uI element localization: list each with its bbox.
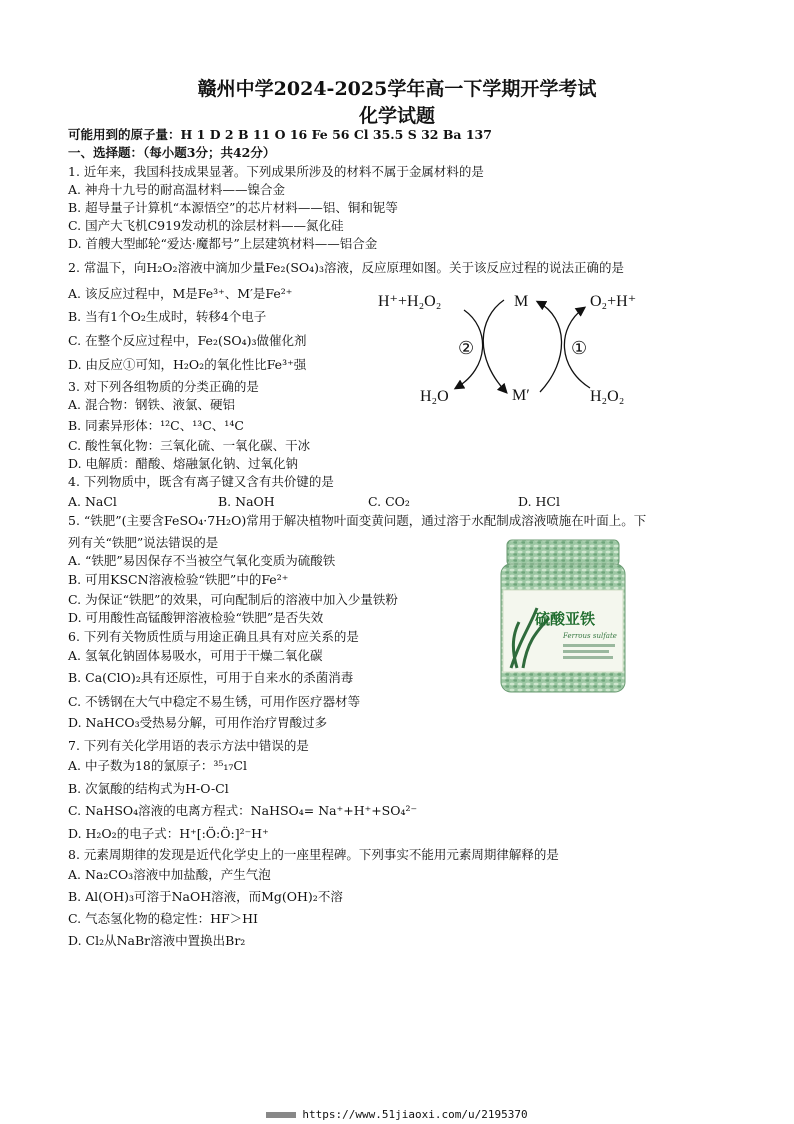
q4-stem: 4. 下列物质中，既含有离子键又含有共价键的是 [68,474,334,489]
q1-option-b: B. 超导量子计算机“本源悟空”的芯片材料——铝、铜和铌等 [68,200,398,215]
q7-option-b: B. 次氯酸的结构式为H-O-Cl [68,781,229,796]
q7-option-d: D. H₂O₂的电子式：H⁺[:Ö:Ö:]²⁻H⁺ [68,826,269,841]
arrow-right-inner [538,302,562,392]
diagram-bot-mid: M′ [512,387,530,404]
atomic-masses: 可能用到的原子量：H 1 D 2 B 11 O 16 Fe 56 Cl 35.5 S 32 Ba 137 [68,127,492,142]
diagram-top-mid: M [514,293,529,310]
q1-option-c: C. 国产大飞机C919发动机的涂层材料——氮化硅 [68,218,344,233]
q6-option-a: A. 氢氧化钠固体易吸水，可用于干燥二氧化碳 [68,648,323,663]
q8-option-c: C. 气态氢化物的稳定性：HF＞HI [68,911,258,926]
q5-option-d: D. 可用酸性高锰酸钾溶液检验“铁肥”是否失效 [68,610,324,625]
ferrous-sulfate-jar-image [493,538,633,696]
q5-stem: 5. “铁肥”(主要含FeSO₄·7H₂O)常用于解决植物叶面变黄问题，通过溶于水配制成溶液喷施在叶面上。下 [68,513,647,528]
q3-option-b: B. 同素异形体：¹²C、¹³C、¹⁴C [68,418,244,433]
page-title: 赣州中学2024-2025学年高一下学期开学考试 [197,78,597,100]
q4-option-c: C. CO₂ [368,494,410,509]
q7-option-a: A. 中子数为18的氯原子：³⁵₁₇Cl [68,758,247,773]
q3-option-a: A. 混合物：钢铁、液氯、硬铝 [68,397,235,412]
q8-option-b: B. Al(OH)₃可溶于NaOH溶液，而Mg(OH)₂不溶 [68,889,343,904]
section-heading: 一、选择题：（每小题3分；共42分） [68,145,276,160]
q3-option-c: C. 酸性氧化物：三氧化硫、一氧化碳、干冰 [68,438,311,453]
q6-stem: 6. 下列有关物质性质与用途正确且具有对应关系的是 [68,629,359,644]
q3-option-d: D. 电解质：醋酸、熔融氯化钠、过氧化钠 [68,456,299,471]
q2-stem: 2. 常温下，向H₂O₂溶液中滴加少量Fe₂(SO₄)₃溶液，反应原理如图。关于该反应过程的说法正确的是 [68,260,625,275]
q3-stem: 3. 对下列各组物质的分类正确的是 [68,379,259,394]
footer-logo-icon [266,1112,296,1118]
q7-stem: 7. 下列有关化学用语的表示方法中错误的是 [68,738,309,753]
jar-label-sub: Ferrous sulfate [563,632,617,640]
q2-option-b: B. 当有1个O₂生成时，转移4个电子 [68,309,267,324]
q4-option-b: B. NaOH [218,494,275,509]
q5-stem-cont: 列有关“铁肥”说法错误的是 [68,535,219,550]
q1-option-a: A. 神舟十九号的耐高温材料——镍合金 [68,182,285,197]
jar-label: 硫酸亚铁 [534,610,596,628]
footer [0,1108,794,1121]
q4-option-d: D. HCl [518,494,560,509]
q5-option-a: A. “铁肥”易因保存不当被空气氧化变质为硫酸铁 [68,553,336,568]
arrow-left-inner [483,300,506,392]
q2-option-d: D. 由反应①可知，H₂O₂的氧化性比Fe³⁺强 [68,357,307,372]
q6-option-b: B. Ca(ClO)₂具有还原性，可用于自来水的杀菌消毒 [68,670,354,685]
diagram-circle-2: ② [458,338,475,358]
reaction-cycle-diagram [378,288,668,413]
diagram-circle-1: ① [571,338,588,358]
q7-option-c: C. NaHSO₄溶液的电离方程式：NaHSO₄= Na⁺+H⁺+SO₄²⁻ [68,803,418,818]
q5-option-c: C. 为保证“铁肥”的效果，可向配制后的溶液中加入少量铁粉 [68,592,398,607]
diagram-top-left: H⁺+H₂O₂ [378,293,442,310]
q2-option-c: C. 在整个反应过程中，Fe₂(SO₄)₃做催化剂 [68,333,307,348]
q8-option-d: D. Cl₂从NaBr溶液中置换出Br₂ [68,933,246,948]
q8-option-a: A. Na₂CO₃溶液中加盐酸，产生气泡 [68,867,271,882]
q5-option-b: B. 可用KSCN溶液检验“铁肥”中的Fe²⁺ [68,572,289,587]
q4-option-a: A. NaCl [68,494,117,509]
q6-option-c: C. 不锈钢在大气中稳定不易生锈，可用作医疗器材等 [68,694,361,709]
q1-stem: 1. 近年来，我国科技成果显著。下列成果所涉及的材料不属于金属材料的是 [68,164,484,179]
q1-option-d: D. 首艘大型邮轮“爱达·魔都号”上层建筑材料——铝合金 [68,236,378,251]
q2-option-a: A. 该反应过程中，M是Fe³⁺、M′是Fe²⁺ [68,286,293,301]
q8-stem: 8. 元素周期律的发现是近代化学史上的一座里程碑。下列事实不能用元素周期律解释的是 [68,847,559,862]
diagram-bot-right: H₂O₂ [590,388,625,405]
footer-url[interactable]: https://www.51jiaoxi.com/u/2195370 [302,1108,528,1121]
q6-option-d: D. NaHCO₃受热易分解，可用作治疗胃酸过多 [68,715,328,730]
diagram-bot-left: H₂O [420,388,449,405]
diagram-top-right: O₂+H⁺ [590,293,637,310]
page-subtitle: 化学试题 [358,105,435,127]
